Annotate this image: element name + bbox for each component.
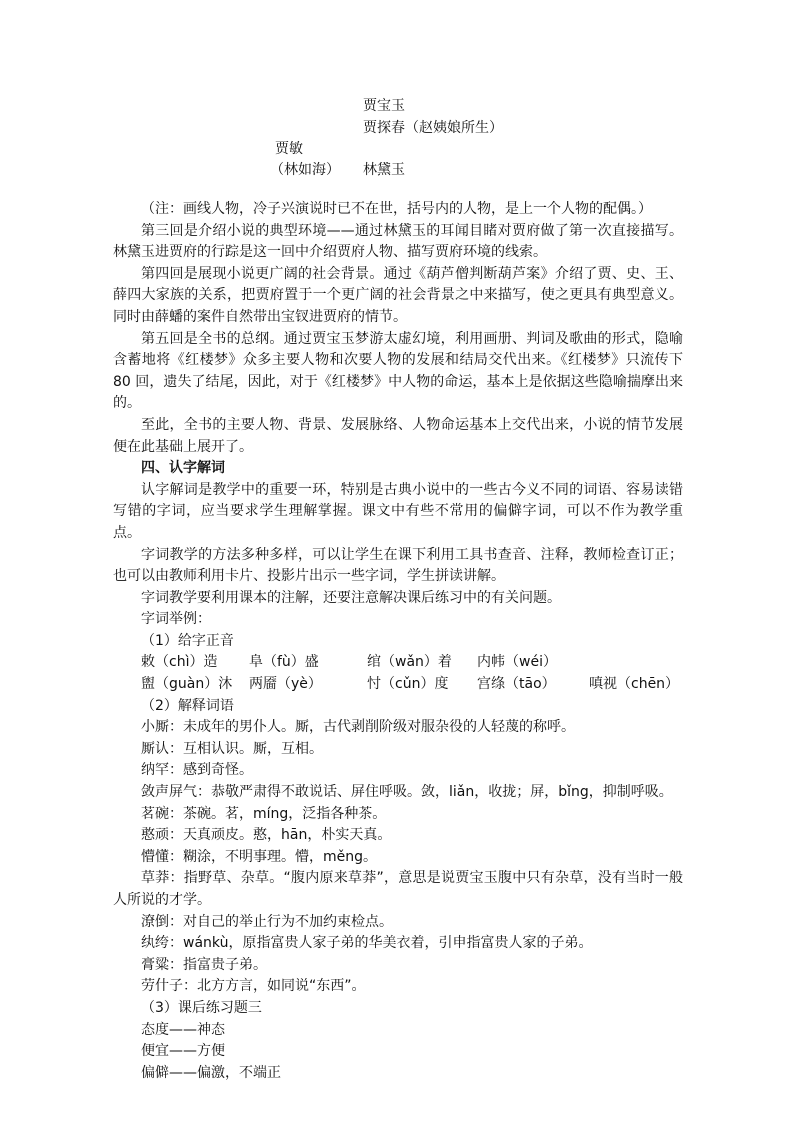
- subheading-pronunciation: （1）给字正音: [141, 632, 234, 649]
- definition-item: 茗碗：茶碗。茗，míng，泛指各种茶。: [141, 805, 387, 822]
- examples-label: 字词举例：: [141, 611, 211, 628]
- definition-item: 草莽：指野草、杂草。“腹内原来草莽”，意思是说贾宝玉腹中只有杂草，没有当时一般人所说的才学。: [113, 870, 683, 908]
- definition-item: 潦倒：对自己的举止行为不加约束检点。: [141, 913, 393, 930]
- definition-item: 劳什子：北方方言，如同说“东西”。: [141, 978, 366, 995]
- document-body: [113, 199, 683, 1084]
- section-heading: 四、认字解词: [141, 460, 225, 477]
- definition-item: 膏粱：指富贵子弟。: [141, 956, 267, 973]
- note-paragraph: （注：画线人物，冷子兴演说时已不在世，括号内的人物，是上一个人物的配偶。）: [141, 201, 652, 217]
- definition-item: 小厮：未成年的男仆人。厮，古代剥削阶级对服杂役的人轻蔑的称呼。: [141, 719, 575, 736]
- definition-item: 厮认：互相认识。厮，互相。: [141, 740, 323, 757]
- subheading-exercise: （3）课后练习题三: [141, 999, 262, 1016]
- summary-paragraph: 至此，全书的主要人物、背景、发展脉络、人物命运基本上交代出来，小说的情节发展便在此基础上展开了。: [113, 416, 683, 455]
- definition-item: 敛声屏气：恭敬严肃得不敢说话、屏住呼吸。敛，liǎn，收拢；屏，bǐng，抑制呼吸。: [141, 784, 673, 801]
- definition-item: 纳罕：感到奇怪。: [141, 762, 253, 779]
- chapter-four-paragraph: 第四回是展现小说更广阔的社会背景。通过《葫芦僧判断葫芦案》介绍了贾、史、王、薛四大家族的关系，把贾府置于一个更广阔的社会背景之中来描写，使之更具有典型意义。同时由薛蟠的案件自然带出宝钗进贾府的情节。: [113, 265, 683, 325]
- exercise-pair: 态度——神态: [141, 1021, 225, 1038]
- pronunciation-item: 盥（guàn）沐: [141, 676, 233, 693]
- definition-item: 纨绔：wánkù，原指富贵人家子弟的华美衣着，引申指富贵人家的子弟。: [141, 935, 593, 952]
- family-tree-line-linruhai: （林如海）: [270, 162, 340, 178]
- pronunciation-item: 忖（cǔn）度: [367, 676, 449, 693]
- pronunciation-row-2: [113, 674, 683, 696]
- intro-paragraph-3: 字词教学要利用课本的注解，还要注意解决课后练习中的有关问题。: [141, 589, 561, 606]
- family-tree-line-baoyu: 贾宝玉: [363, 98, 405, 114]
- pronunciation-item: 敕（chì）造: [141, 654, 218, 671]
- intro-paragraph-2: 字词教学的方法多种多样，可以让学生在课下利用工具书查音、注释，教师检查订正；也可以由教师利用卡片、投影片出示一些字词，学生拼读讲解。: [113, 546, 683, 585]
- chapter-five-paragraph: 第五回是全书的总纲。通过贾宝玉梦游太虚幻境，利用画册、判词及歌曲的形式，隐喻含蓄地将《红楼梦》众多主要人物和次要人物的发展和结局交代出来。《红楼梦》只流传下 80 回，遗失了结尾，因此，对于《红楼梦》中人物的命运，基本上是依据这些隐喻揣摩出来的。: [113, 330, 683, 412]
- family-tree-line-daiyu: 林黛玉: [363, 162, 405, 178]
- intro-paragraph-1: 认字解词是教学中的重要一环，特别是古典小说中的一些古今义不同的词语、容易读错写错的字词，应当要求学生理解掌握。课文中有些不常用的偏僻字词，可以不作为教学重点。: [113, 481, 683, 541]
- pronunciation-row-1: [113, 652, 683, 674]
- pronunciation-item: 嗔视（chēn）: [589, 676, 680, 693]
- pronunciation-item: 两靥（yè）: [249, 676, 322, 693]
- family-tree-line-tanchun: 贾探春（赵姨娘所生）: [363, 120, 503, 136]
- pronunciation-item: 内帏（wéi）: [477, 654, 557, 671]
- pronunciation-item: 阜（fù）盛: [249, 654, 319, 671]
- chapter-three-paragraph: 第三回是介绍小说的典型环境——通过林黛玉的耳闻目睹对贾府做了第一次直接描写。林黛玉进贾府的行踪是这一回中介绍贾府人物、描写贾府环境的线索。: [113, 222, 683, 261]
- exercise-pair: 便宜——方便: [141, 1043, 225, 1060]
- pronunciation-item: 绾（wǎn）着: [367, 654, 452, 671]
- definition-item: 憨顽：天真顽皮。憨，hān，朴实天真。: [141, 827, 392, 844]
- exercise-pair: 偏僻——偏激，不端正: [141, 1064, 281, 1081]
- pronunciation-item: 宫绦（tāo）: [477, 676, 556, 693]
- subheading-definitions: （2）解释词语: [141, 697, 234, 714]
- definition-item: 懵懂：糊涂，不明事理。懵，měng。: [141, 848, 378, 865]
- family-tree-line-jiamin: 贾敏: [275, 141, 303, 157]
